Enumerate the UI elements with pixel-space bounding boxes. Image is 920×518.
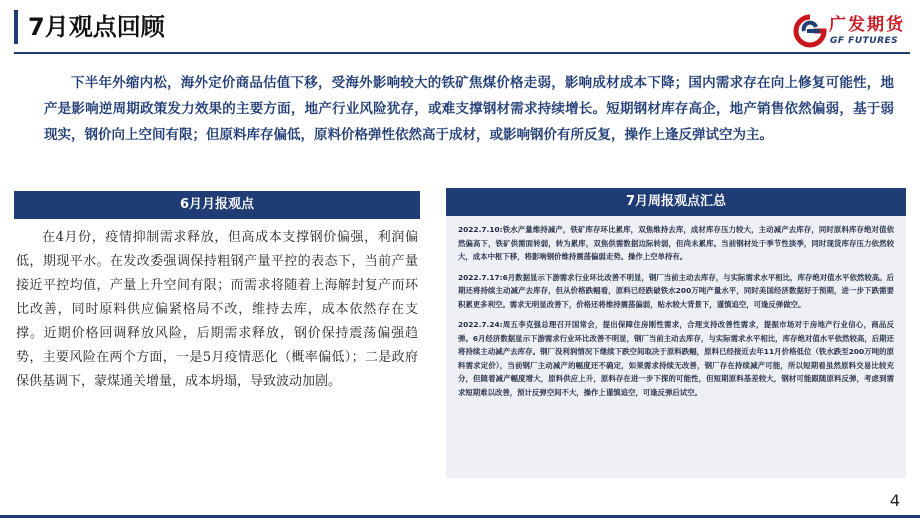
logo-english-name: GF FUTURES [830, 36, 899, 46]
june-report-body: 在4月份，疫情抑制需求释放，但高成本支撑钢价偏强，利润偏低，期现平水。在发改委强调保持粗钢产量平控的表态下，当前产量接近平控均值，产量上升空间有限；而需求将随着上海解封复产而环比改善，同时原料供应偏紧格局不改，维持去库，成本依然存在支撑。近期价格回调释放风险，后期需求释放，钢价保持震荡偏强趋势，主要风险在两个方面，一是5月疫情恶化（概率偏低）；二是政府保供基调下，蒙煤通关增量，成本坍塌，导致波动加剧。 [16, 230, 418, 389]
page-title: 7月观点回顾 [28, 13, 165, 41]
title-divider [14, 52, 910, 54]
weekly-view-item: 2022.7.24:周五李克强总理召开国常会，提出保障住房刚性需求，合理支持改善性需求，提振市场对于房地产行业信心，商品反弹。6月经济数据显示下游需求行业环比改善不明显，钢厂当前主动去库存，与实际需求水平相比，库存绝对值水平依然较高，后期还将持续主动减产去库存。钢厂没利润情况下继续下跌空间取决于原料跌幅，原料已经接近去年11月价格低位（铁水跌至200万吨的原料需求定价），当前钢厂主动减产的幅度还不确定，如果需求持续无改善，钢厂存在持续减产可能，所以短期看虽然原料交易比较充分，但随着减产幅度增大，原料供应上升，原料存在进一步下探的可能性，但短期原料基差较大，钢材可能跟随原料反弹，考虑到需求短期难以改善，预计反弹空间不大，操作上谨慎追空，可逢反弹后试空。 [458, 320, 894, 397]
july-weekly-panel [446, 216, 906, 478]
june-report-heading: 6月月报观点 [14, 191, 420, 219]
title-accent-bar [14, 10, 18, 44]
gf-logo-icon [793, 14, 827, 48]
weekly-view-item: 2022.7.10:铁水产量维持减产，铁矿库存环比累库，双焦维持去库，成材库存压力较大，主动减产去库存，同时原料库存绝对值依然偏高下，铁矿供需面转弱，转为累库，双焦供需数据边际转弱，但尚未累库。当前钢材处于季节性淡季，同时现货库存压力依然较大，成本中枢下移，将影响钢价维持震荡偏弱走势。操作上空单持有。 [458, 225, 894, 261]
july-weekly-heading: 7月周报观点汇总 [446, 188, 906, 216]
company-logo [793, 14, 911, 48]
summary-paragraph: 下半年外缩内松，海外定价商品估值下移，受海外影响较大的铁矿焦煤价格走弱，影响成材成本下降；国内需求存在向上修复可能性，地产是影响逆周期政策发力效果的主要方面，地产行业风险犹存，或难支撑钢材需求持续增长。短期钢材库存高企，地产销售依然偏弱，基于弱现实，钢价向上空间有限；但原料库存偏低，原料价格弹性依然高于成材，或影响钢价有所反复，操作上逢反弹试空为主。 [44, 75, 894, 143]
logo-chinese-name: 广发期货 [829, 15, 905, 35]
page-number: 4 [889, 491, 900, 510]
title-bar [0, 0, 920, 58]
weekly-view-item: 2022.7.17:6月数据显示下游需求行业环比改善不明显，钢厂当前主动去库存，与实际需求水平相比，库存绝对值水平依然较高。后期还将持续主动减产去库存，但从价格跌幅看，原料已经跌破铁水200万吨产量水平，同时美国经济数据好于预期，进一步下跌需要积累更多利空。需求无明显改善下，价格还将维持震荡偏弱，贴水较大背景下，谨慎追空，可逢反弹做空。 [458, 272, 894, 309]
